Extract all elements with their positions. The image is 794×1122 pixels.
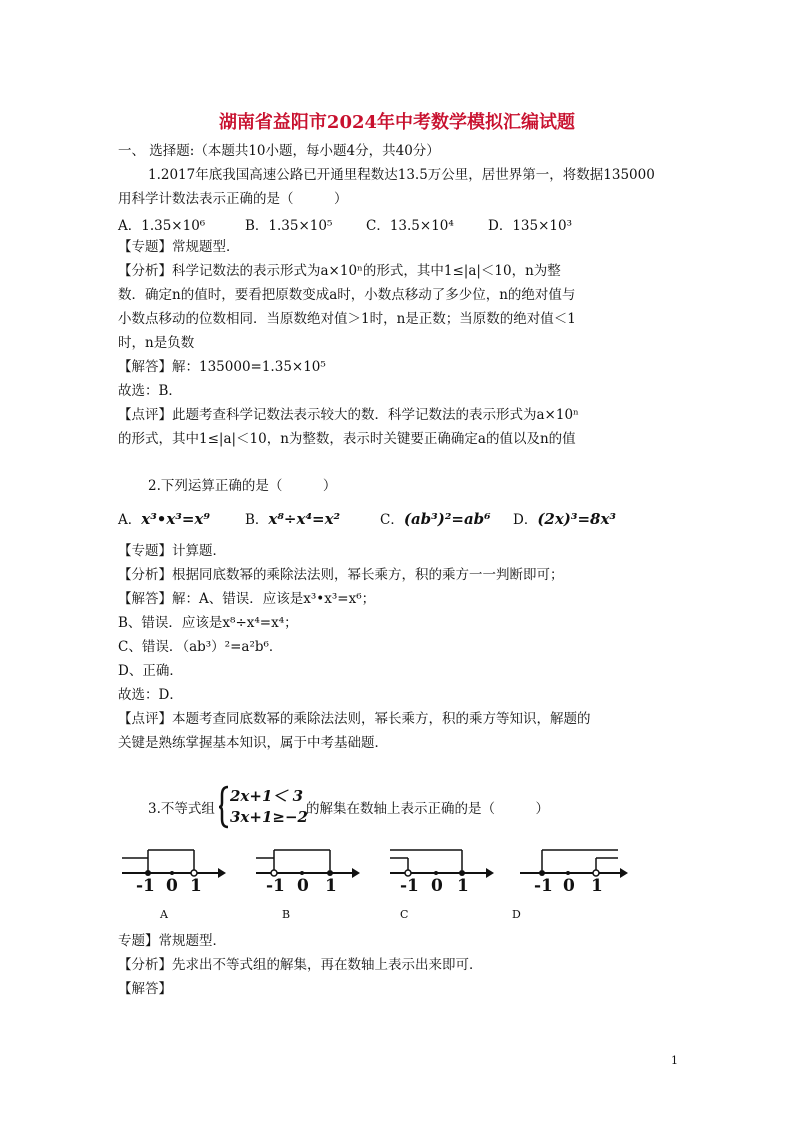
q1-analysis-line4: 时，n是负数: [118, 335, 195, 351]
tick-label-d-1: 1: [591, 876, 603, 896]
q2-option-b: [245, 508, 340, 528]
page-title: 湖南省益阳市2024年中考数学模拟汇编试题: [218, 112, 576, 133]
q1-option-b: B．1.35×10⁵: [245, 218, 333, 234]
q1-analysis-line2: 数．确定n的值时，要看把原数变成a时，小数点移动了多少位，n的绝对值与: [118, 287, 576, 303]
q2-comment-line1: 【点评】本题考查同底数幂的乘除法法则，幂长乘方，积的乘方等知识，解题的: [118, 711, 591, 727]
q2-analysis: 【分析】根据同底数幂的乘除法法则，幂长乘方，积的乘方一一判断即可；: [118, 567, 564, 583]
q2-option-a-expr: x³•x³=x⁹: [141, 510, 210, 528]
diagram-label-a: A: [160, 908, 168, 921]
q1-comment-line2: 的形式，其中1≤|a|＜10，n为整数，表示时关键要正确确定a的值以及n的值: [118, 431, 576, 447]
tick-label-c-neg1: -1: [400, 876, 419, 896]
q1-analysis-line3: 小数点移动的位数相同．当原数绝对值＞1时，n是正数；当原数的绝对值＜1: [118, 311, 576, 327]
q2-option-a: [118, 508, 210, 528]
q2-choice: 故选：D．: [118, 687, 183, 703]
axis-arrow: [218, 868, 226, 878]
point-0: [566, 871, 570, 875]
axis-arrow: [620, 868, 628, 878]
q2-option-c-letter: C．: [380, 512, 404, 528]
axis-arrow: [352, 868, 360, 878]
q3-stem-prefix: 3.不等式组: [148, 801, 215, 817]
tick-label-a-1: 1: [190, 876, 202, 896]
q1-stem-line2: 用科学计数法表示正确的是（ ）: [118, 191, 348, 207]
q2-option-d: [513, 508, 616, 528]
q2-topic: 【专题】计算题．: [118, 543, 226, 559]
q2-option-c: [380, 508, 491, 528]
tick-label-c-1: 1: [457, 876, 469, 896]
q2-comment-line2: 关键是熟练掌握基本知识，属于中考基础题．: [118, 735, 388, 751]
q2-option-c-expr: (ab³)²=ab⁶: [403, 510, 491, 528]
diagram-label-d: D: [512, 908, 521, 921]
q2-option-d-expr: (2x)³=8x³: [537, 510, 616, 528]
q2-solution-line3: C、错误．（ab³）²=a²b⁶．: [118, 639, 283, 655]
tick-label-d-0: 0: [563, 876, 575, 896]
tick-label-b-0: 0: [297, 876, 309, 896]
q3-system-brace: [218, 785, 230, 829]
q2-solution-line4: D、正确．: [118, 663, 183, 679]
q1-comment-line1: 【点评】此题考查科学记数法表示较大的数．科学记数法的表示形式为a×10ⁿ: [118, 407, 579, 423]
q1-option-a: A．1.35×10⁶: [118, 218, 206, 234]
q2-stem: 2.下列运算正确的是（ ）: [148, 478, 337, 494]
point-0: [170, 871, 174, 875]
axis-arrow: [486, 868, 494, 878]
q1-analysis-line1: 【分析】科学记数法的表示形式为a×10ⁿ的形式，其中1≤|a|＜10，n为整: [118, 263, 561, 279]
q3-analysis: 【分析】先求出不等式组的解集，再在数轴上表示出来即可．: [118, 957, 483, 973]
tick-label-b-1: 1: [325, 876, 337, 896]
tick-label-a-0: 0: [166, 876, 178, 896]
q1-solution: 【解答】解：135000=1.35×10⁵: [118, 359, 326, 375]
q2-option-b-expr: x⁸÷x⁴=x²: [268, 510, 341, 528]
q1-option-c: C．13.5×10⁴: [366, 218, 454, 234]
diagram-label-c: C: [400, 908, 409, 921]
tick-label-a-neg1: -1: [136, 876, 155, 896]
q3-topic: 专题】常规题型．: [118, 933, 226, 949]
q2-solution-line2: B、错误．应该是x⁸÷x⁴=x⁴；: [118, 615, 298, 631]
point-0: [300, 871, 304, 875]
tick-label-c-0: 0: [431, 876, 443, 896]
q2-solution-line1: 【解答】解：A、错误．应该是x³•x³=x⁶；: [118, 591, 376, 607]
q2-option-d-letter: D．: [513, 512, 538, 528]
q1-choice: 故选：B．: [118, 383, 182, 399]
q3-stem-suffix: 的解集在数轴上表示正确的是（ ）: [306, 801, 549, 817]
q2-option-b-letter: B．: [245, 512, 269, 528]
q1-topic: 【专题】常规题型．: [118, 239, 240, 255]
tick-label-b-neg1: -1: [266, 876, 285, 896]
tick-label-d-neg1: -1: [534, 876, 553, 896]
q3-system-line1: 2x+1＜ 3: [230, 787, 304, 805]
page-number: 1: [671, 1054, 678, 1067]
q1-stem-line1: 1.2017年底我国高速公路已开通里程数达13.5万公里，居世界第一，将数据135000: [148, 167, 655, 183]
q3-system-line2: 3x+1≥−2: [230, 808, 308, 826]
point-0: [434, 871, 438, 875]
q2-option-a-letter: A．: [118, 512, 142, 528]
section-heading: 一、 选择题:（本题共10小题，每小题4分，共40分）: [118, 143, 440, 159]
q3-solution: 【解答】: [118, 981, 172, 997]
q1-option-d: D．135×10³: [488, 218, 572, 234]
diagram-label-b: B: [282, 908, 291, 921]
